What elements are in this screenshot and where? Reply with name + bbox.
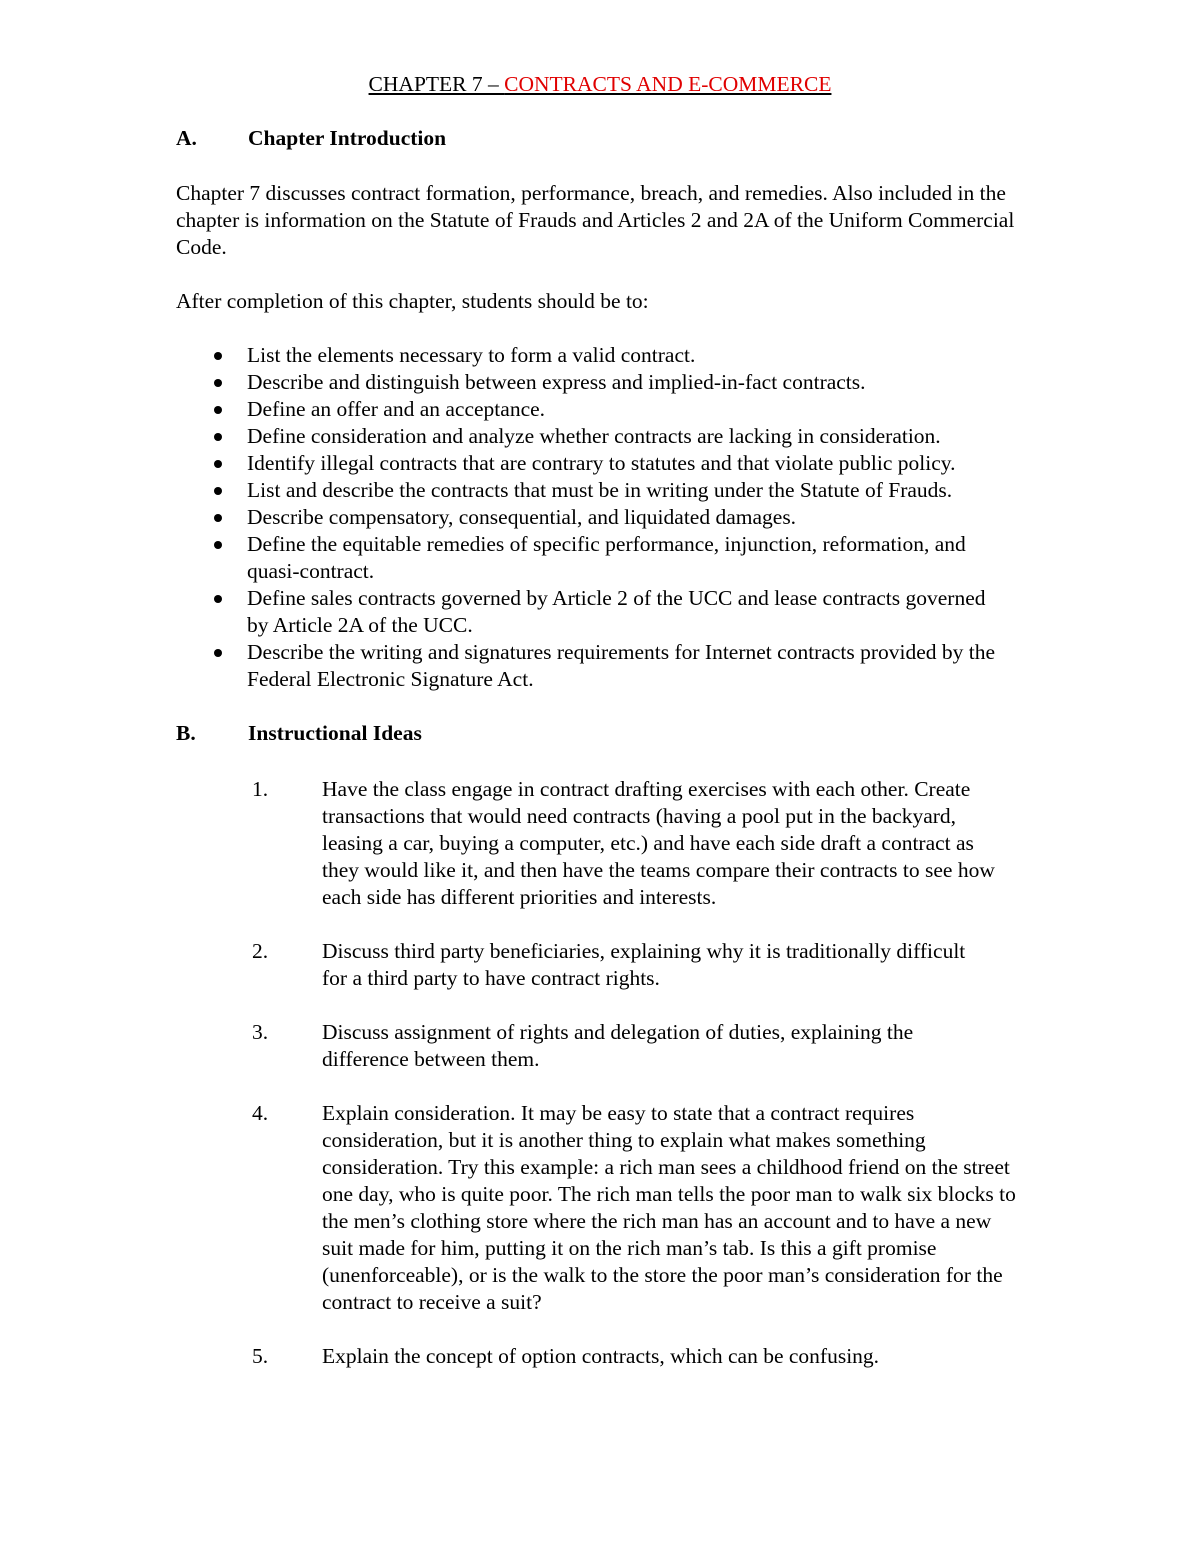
idea-text: Explain the concept of option contracts, which can be confusing. xyxy=(322,1344,880,1368)
bullet-icon xyxy=(214,379,222,387)
objective-item: Define an offer and an acceptance. xyxy=(176,396,1056,423)
bullet-icon xyxy=(214,352,222,360)
section-a-title: Chapter Introduction xyxy=(248,126,447,150)
objective-item: Identify illegal contracts that are contrary to statutes and that violate public policy. xyxy=(176,450,1056,477)
idea-item xyxy=(176,1100,1056,1316)
bullet-icon xyxy=(214,406,222,414)
objective-item: Define sales contracts governed by Article 2 of the UCC and lease contracts governed by Article 2A of the UCC. xyxy=(176,585,1056,639)
bullet-icon xyxy=(214,514,222,522)
chapter-title xyxy=(0,71,1200,98)
bullet-icon xyxy=(214,460,222,468)
objectives-lead-in: After completion of this chapter, students should be to: xyxy=(176,289,649,313)
section-a-heading xyxy=(176,125,446,152)
idea-text: Discuss third party beneficiaries, explaining why it is traditionally difficult for a third party to have contract rights. xyxy=(322,939,966,990)
chapter-title-highlight: CONTRACTS AND E-COMMERCE xyxy=(504,72,832,96)
objective-item: Describe and distinguish between express and implied-in-fact contracts. xyxy=(176,369,1056,396)
idea-number: 3. xyxy=(252,1020,269,1044)
bullet-icon xyxy=(214,649,222,657)
idea-number: 5. xyxy=(252,1344,269,1368)
objective-item: Describe the writing and signatures requirements for Internet contracts provided by the Federal Electronic Signature Act. xyxy=(176,639,1056,693)
section-b-heading xyxy=(176,720,422,747)
objective-item: Define the equitable remedies of specific performance, injunction, reformation, and quasi-contract. xyxy=(176,531,1056,585)
idea-item xyxy=(176,1019,1056,1073)
objectives-list xyxy=(176,342,1056,693)
bullet-icon xyxy=(214,487,222,495)
section-a-letter: A. xyxy=(176,126,197,150)
bullet-icon xyxy=(214,433,222,441)
idea-text: Have the class engage in contract drafting exercises with each other. Create transactions that would need contracts (having a pool put in the backyard, leasing a car, buying a computer, etc.) and have each side draft a contract as they would like it, and then have the teams compare their contracts to see how each side has different priorities and interests. xyxy=(322,777,995,909)
objective-item: List and describe the contracts that must be in writing under the Statute of Frauds. xyxy=(176,477,1056,504)
idea-item xyxy=(176,1343,1056,1370)
idea-text: Explain consideration. It may be easy to state that a contract requires consideration, but it is another thing to explain what makes something consideration. Try this example: a rich man sees a childhood friend on the street one day, who is quite poor. The rich man tells the poor man to walk six blocks to the men’s clothing store where the rich man has an account and to have a new suit made for him, putting it on the rich man’s tab. Is this a gift promise (unenforceable), or is the walk to the store the poor man’s consideration for the contract to receive a suit? xyxy=(322,1101,1016,1314)
bullet-icon xyxy=(214,541,222,549)
chapter-title-prefix: CHAPTER 7 – xyxy=(368,72,505,96)
bullet-icon xyxy=(214,595,222,603)
section-b-letter: B. xyxy=(176,721,196,745)
instructional-ideas-list xyxy=(176,776,1056,1397)
objective-item: Describe compensatory, consequential, and liquidated damages. xyxy=(176,504,1056,531)
objective-item: Define consideration and analyze whether contracts are lacking in consideration. xyxy=(176,423,1056,450)
idea-text: Discuss assignment of rights and delegation of duties, explaining the difference between them. xyxy=(322,1020,914,1071)
idea-number: 1. xyxy=(252,777,269,801)
idea-item xyxy=(176,938,1056,992)
section-b-title: Instructional Ideas xyxy=(248,721,422,745)
idea-number: 2. xyxy=(252,939,269,963)
idea-item xyxy=(176,776,1056,911)
chapter-intro-paragraph: Chapter 7 discusses contract formation, performance, breach, and remedies. Also included in the chapter is information on the Statute of Frauds and Articles 2 and 2A of the Uniform Commercial Code. xyxy=(176,181,1015,259)
objective-item: List the elements necessary to form a valid contract. xyxy=(176,342,1056,369)
idea-number: 4. xyxy=(252,1101,269,1125)
